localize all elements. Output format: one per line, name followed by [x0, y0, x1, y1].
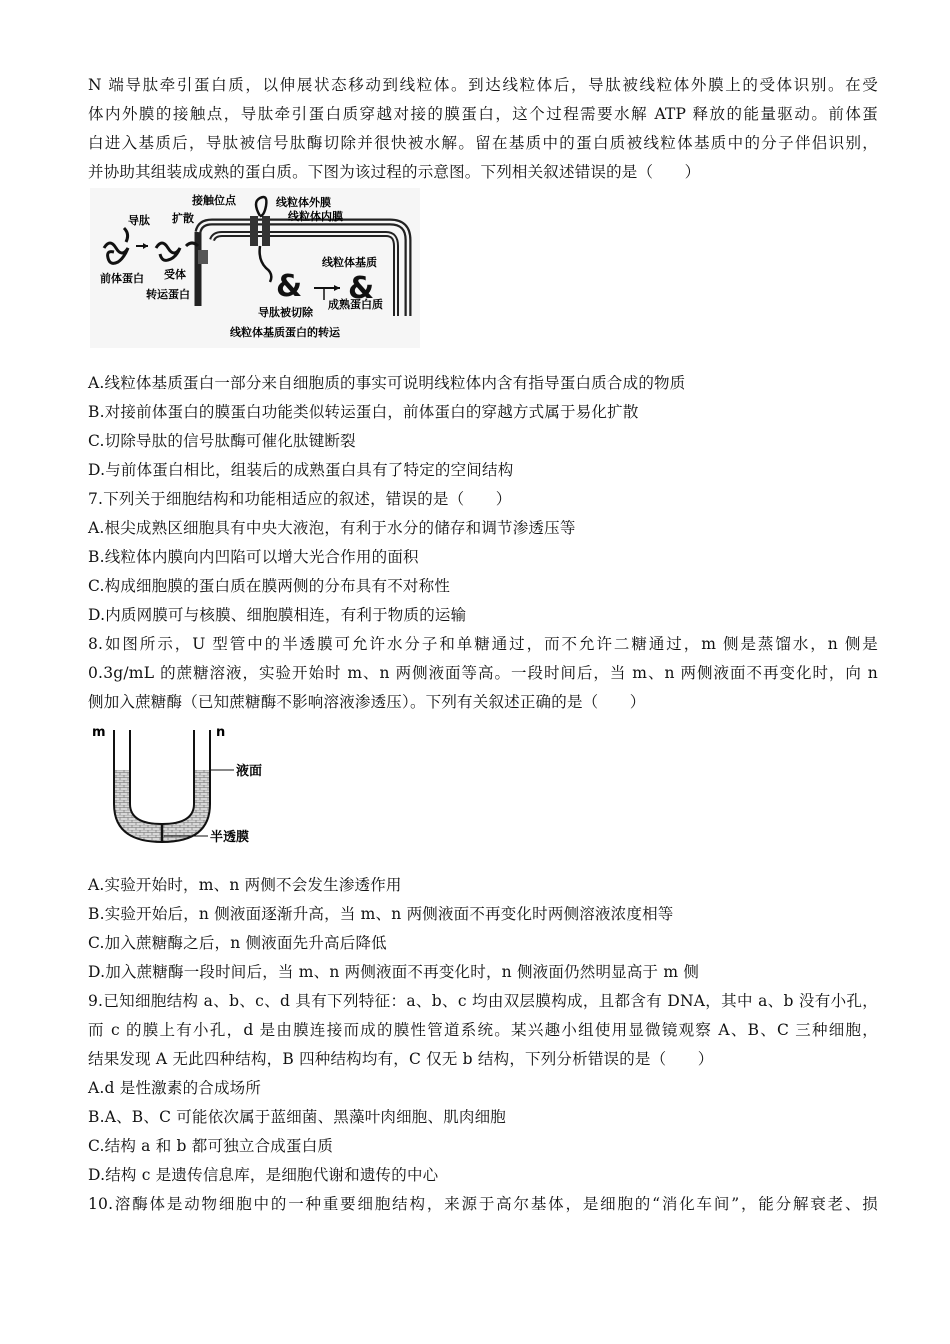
q8-stem-line-3: 侧加入蔗糖酶（已知蔗糖酶不影响溶液渗透压）。下列有关叙述正确的是（ ）	[88, 693, 646, 711]
label-jiechu: 接触位点	[192, 194, 236, 207]
u-tube-figure	[90, 720, 280, 852]
q6-option-a: A.线粒体基质蛋白一部分来自细胞质的事实可说明线粒体内含有指导蛋白质合成的物质	[88, 374, 686, 392]
receptor-block	[198, 250, 208, 264]
q6-option-d: D.与前体蛋白相比，组装后的成熟蛋白具有了特定的空间结构	[88, 461, 514, 479]
mitochondria-transport-figure	[90, 188, 420, 348]
q9-option-d: D.结构 c 是遗传信息库，是细胞代谢和遗传的中心	[88, 1166, 439, 1184]
q7-option-c: C.构成细胞膜的蛋白质在膜两侧的分布具有不对称性	[88, 577, 451, 595]
q9-option-b: B.A、B、C 可能依次属于蓝细菌、黑藻叶肉细胞、肌肉细胞	[88, 1108, 506, 1126]
intro-line-4: 并协助其组装成成熟的蛋白质。下图为该过程的示意图。下列相关叙述错误的是（ ）	[88, 163, 701, 181]
label-neimo: 线粒体内膜	[288, 210, 343, 223]
translocase-right	[262, 216, 270, 246]
q8-option-d: D.加入蔗糖酶一段时间后，当 m、n 两侧液面不再变化时，n 侧液面仍然明显高于 m 侧	[88, 963, 700, 981]
q9-option-a: A.d 是性激素的合成场所	[88, 1079, 262, 1097]
svg-text:&: &	[276, 269, 303, 304]
q9-stem-line-3: 结果发现 A 无此四种结构，B 四种结构均有，C 仅无 b 结构，下列分析错误的是（ ）	[88, 1050, 714, 1068]
q7-option-d: D.内质网膜可与核膜、细胞膜相连，有利于物质的运输	[88, 606, 467, 624]
q8-stem-line-2: 0.3g/mL 的蔗糖溶液，实验开始时 m、n 两侧液面等高。一段时间后，当 m、n 两侧液面不再变化时，向 n	[88, 664, 878, 682]
label-zhuanyun: 转运蛋白	[146, 288, 190, 301]
q8-option-b: B.实验开始后，n 侧液面逐渐升高，当 m、n 两侧液面不再变化时两侧溶液浓度相等	[88, 905, 674, 923]
q9-stem-line-1: 9.已知细胞结构 a、b、c、d 具有下列特征：a、b、c 均由双层膜构成，且都含有 DNA，其中 a、b 没有小孔，	[88, 992, 878, 1010]
q8-stem-line-1: 8.如图所示，U 型管中的半透膜可允许水分子和单糖通过，而不允许二糖通过，m 侧是蒸馏水，n 侧是	[88, 635, 878, 653]
q7-stem: 7.下列关于细胞结构和功能相适应的叙述，错误的是（ ）	[88, 490, 512, 508]
q8-option-c: C.加入蔗糖酶之后，n 侧液面先升高后降低	[88, 934, 387, 952]
q10-stem-line-1: 10.溶酶体是动物细胞中的一种重要细胞结构，来源于高尔基体，是细胞的“消化车间”，能分解衰老、损	[88, 1195, 878, 1213]
label-m: m	[92, 725, 106, 740]
intro-line-2: 体内外膜的接触点，导肽牵引蛋白质穿越对接的膜蛋白，这个过程需要水解 ATP 释放的能量驱动。前体蛋	[88, 105, 878, 123]
label-qianti: 前体蛋白	[100, 272, 144, 285]
label-n: n	[216, 725, 226, 740]
intro-line-3: 白进入基质后，导肽被信号肽酶切除并很快被水解。留在基质中的蛋白质被线粒体基质中的分子伴侣识别，	[88, 134, 878, 152]
label-daotai: 导肽	[128, 214, 150, 227]
q9-option-c: C.结构 a 和 b 都可独立合成蛋白质	[88, 1137, 334, 1155]
q9-stem-line-2: 而 c 的膜上有小孔，d 是由膜连接而成的膜性管道系统。某兴趣小组使用显微镜观察 A、B、C 三种细胞，	[88, 1021, 878, 1039]
label-shouti: 受体	[164, 268, 186, 281]
label-kuosan: 扩散	[172, 212, 194, 225]
label-yemian: 液面	[236, 764, 263, 779]
q7-option-a: A.根尖成熟区细胞具有中央大液泡，有利于水分的储存和调节渗透压等	[88, 519, 576, 537]
label-waimo: 线粒体外膜	[276, 196, 331, 209]
label-qiechu: 导肽被切除	[258, 306, 313, 319]
translocase-left	[250, 216, 258, 246]
intro-line-1: N 端导肽牵引蛋白质，以伸展状态移动到线粒体。到达线粒体后，导肽被线粒体外膜上的受体识别。在受	[88, 76, 878, 94]
q6-option-b: B.对接前体蛋白的膜蛋白功能类似转运蛋白，前体蛋白的穿越方式属于易化扩散	[88, 403, 639, 421]
q7-option-b: B.线粒体内膜向内凹陷可以增大光合作用的面积	[88, 548, 419, 566]
svg-text:&: &	[348, 271, 375, 306]
figure1-caption: 线粒体基质蛋白的转运	[230, 326, 340, 339]
q6-option-c: C.切除导肽的信号肽酶可催化肽键断裂	[88, 432, 356, 450]
q8-option-a: A.实验开始时，m、n 两侧不会发生渗透作用	[88, 876, 402, 894]
label-bantoumo: 半透膜	[210, 830, 250, 845]
label-chengshu: 成熟蛋白质	[328, 298, 383, 311]
label-jizhi: 线粒体基质	[322, 256, 377, 269]
